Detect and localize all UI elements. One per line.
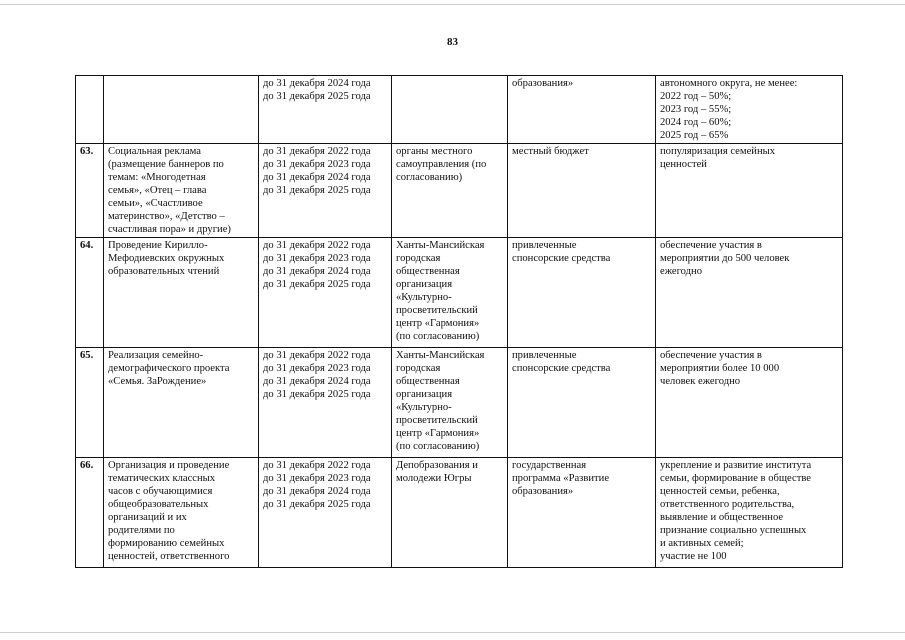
row-number: 64. xyxy=(76,238,104,348)
funding-cell: привлеченные спонсорские средства xyxy=(508,348,656,458)
activity-cell: Организация и проведение тематических классных часов с обучающимися общеобразовательных организаций и их родителями по формированию семейных ценностей, ответственного xyxy=(104,458,259,568)
deadline-cell: до 31 декабря 2022 года до 31 декабря 2023 года до 31 декабря 2024 года до 31 декабря 2025 года xyxy=(259,238,392,348)
funding-cell: государственная программа «Развитие образования» xyxy=(508,458,656,568)
executor-cell xyxy=(392,76,508,144)
funding-cell: образования» xyxy=(508,76,656,144)
row-number: 66. xyxy=(76,458,104,568)
plan-table xyxy=(75,75,843,568)
table-row xyxy=(76,76,843,144)
activity-cell: Проведение Кирилло- Мефодиевских окружных образовательных чтений xyxy=(104,238,259,348)
activity-cell xyxy=(104,76,259,144)
funding-cell: привлеченные спонсорские средства xyxy=(508,238,656,348)
table-row xyxy=(76,348,843,458)
deadline-cell: до 31 декабря 2024 года до 31 декабря 2025 года xyxy=(259,76,392,144)
result-cell: укрепление и развитие института семьи, формирование в обществе ценностей семьи, ребенка, ответственного родительства, выявление и общественное признание социально успешных и активных семей; участие не 100 xyxy=(656,458,843,568)
row-number: 65. xyxy=(76,348,104,458)
page-number: 83 xyxy=(447,36,458,48)
executor-cell: Ханты-Мансийская городская общественная организация «Культурно- просветительский центр «Гармония» (по согласованию) xyxy=(392,348,508,458)
result-cell: автономного округа, не менее: 2022 год – 50%; 2023 год – 55%; 2024 год – 60%; 2025 год – 65% xyxy=(656,76,843,144)
row-number: 63. xyxy=(76,144,104,238)
table-row xyxy=(76,238,843,348)
executor-cell: органы местного самоуправления (по согласованию) xyxy=(392,144,508,238)
executor-cell: Депобразования и молодежи Югры xyxy=(392,458,508,568)
table-row xyxy=(76,458,843,568)
deadline-cell: до 31 декабря 2022 года до 31 декабря 2023 года до 31 декабря 2024 года до 31 декабря 2025 года xyxy=(259,458,392,568)
row-number xyxy=(76,76,104,144)
scan-edge-bottom xyxy=(0,632,905,633)
result-cell: обеспечение участия в мероприятии до 500 человек ежегодно xyxy=(656,238,843,348)
table-row xyxy=(76,144,843,238)
executor-cell: Ханты-Мансийская городская общественная организация «Культурно- просветительский центр «Гармония» (по согласованию) xyxy=(392,238,508,348)
deadline-cell: до 31 декабря 2022 года до 31 декабря 2023 года до 31 декабря 2024 года до 31 декабря 2025 года xyxy=(259,144,392,238)
deadline-cell: до 31 декабря 2022 года до 31 декабря 2023 года до 31 декабря 2024 года до 31 декабря 2025 года xyxy=(259,348,392,458)
result-cell: популяризация семейных ценностей xyxy=(656,144,843,238)
activity-cell: Реализация семейно- демографического проекта «Семья. ЗаРождение» xyxy=(104,348,259,458)
scan-edge-top xyxy=(0,4,905,5)
result-cell: обеспечение участия в мероприятии более 10 000 человек ежегодно xyxy=(656,348,843,458)
activity-cell: Социальная реклама (размещение баннеров по темам: «Многодетная семья», «Отец – глава семьи», «Счастливое материнство», «Детство – счастливая пора» и другие) xyxy=(104,144,259,238)
funding-cell: местный бюджет xyxy=(508,144,656,238)
